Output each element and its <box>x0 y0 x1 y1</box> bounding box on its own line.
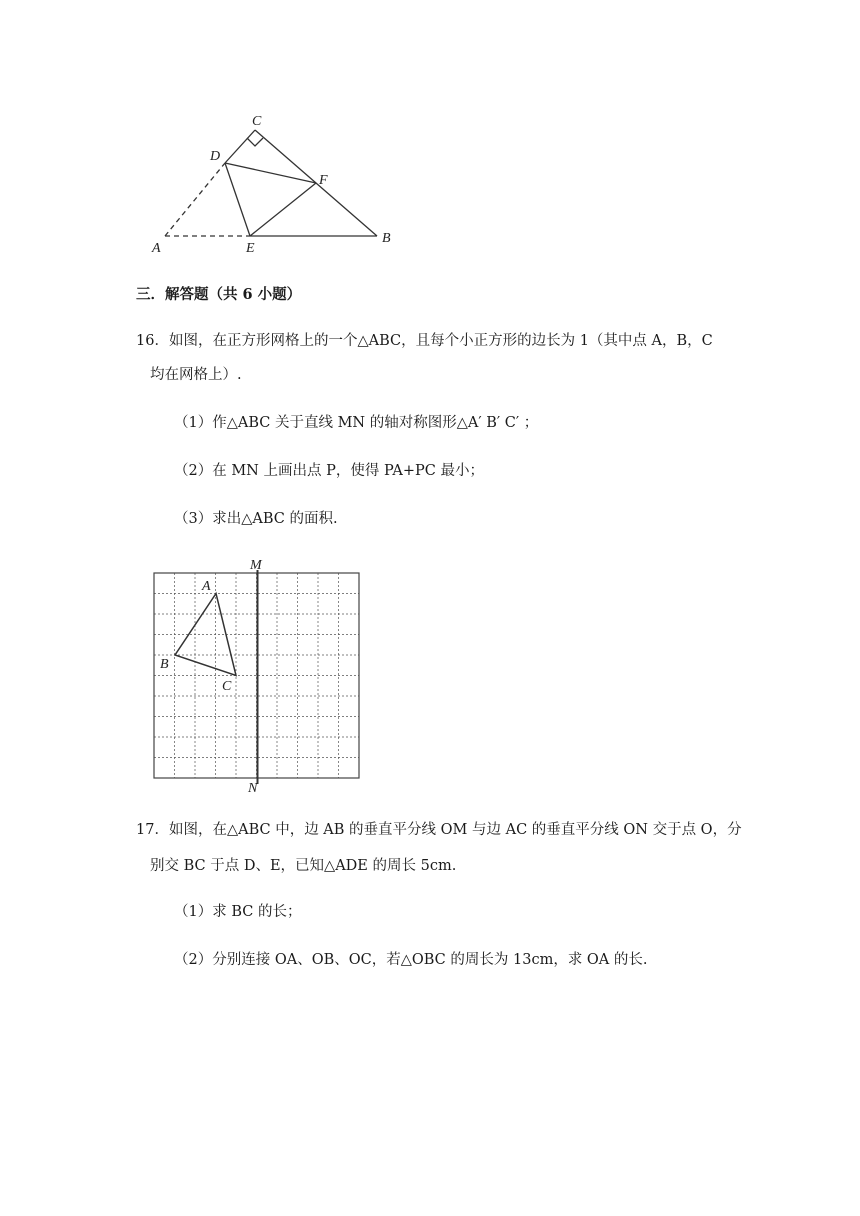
dashed-ad <box>165 163 225 236</box>
q16-part3: （3）求出△ABC 的面积. <box>174 511 338 527</box>
label-n: N <box>248 781 258 796</box>
label-m: M <box>250 558 262 573</box>
right-angle-mark <box>247 138 263 146</box>
segment-df <box>225 163 316 183</box>
q16-line2: 均在网格上）. <box>150 367 242 383</box>
label-a: A <box>152 241 161 256</box>
label-a2: A <box>202 579 211 594</box>
segment-de <box>225 163 250 236</box>
label-b: B <box>382 231 391 246</box>
q17-line2: 别交 BC 于点 D、E，已知△ADE 的周长 5cm. <box>150 858 457 874</box>
section-heading: 三．解答题（共 6 小题） <box>136 286 302 303</box>
q17-part1: （1）求 BC 的长； <box>174 904 302 920</box>
label-c2: C <box>222 679 232 694</box>
label-c: C <box>252 114 262 129</box>
q16-part1: （1）作△ABC 关于直线 MN 的轴对称图形△A′ B′ C′ ； <box>174 415 539 431</box>
segment-ef <box>250 183 316 236</box>
label-d: D <box>210 149 221 164</box>
q17-part2: （2）分别连接 OA、OB、OC，若△OBC 的周长为 13cm，求 OA 的长. <box>174 952 648 968</box>
label-b2: B <box>160 657 169 672</box>
grid-figure <box>150 556 370 796</box>
segment-dc <box>225 130 255 163</box>
q17-line1: 17．如图，在△ABC 中，边 AB 的垂直平分线 OM 与边 AC 的垂直平分线 ON 交于点 O，分 <box>136 822 742 838</box>
triangle-fold-figure <box>140 108 410 258</box>
label-f: F <box>319 173 328 188</box>
label-e: E <box>246 241 255 256</box>
q16-line1: 16．如图，在正方形网格上的一个△ABC，且每个小正方形的边长为 1（其中点 A，B，C <box>136 333 713 349</box>
q16-part2: （2）在 MN 上画出点 P，使得 PA+PC 最小； <box>174 463 484 479</box>
